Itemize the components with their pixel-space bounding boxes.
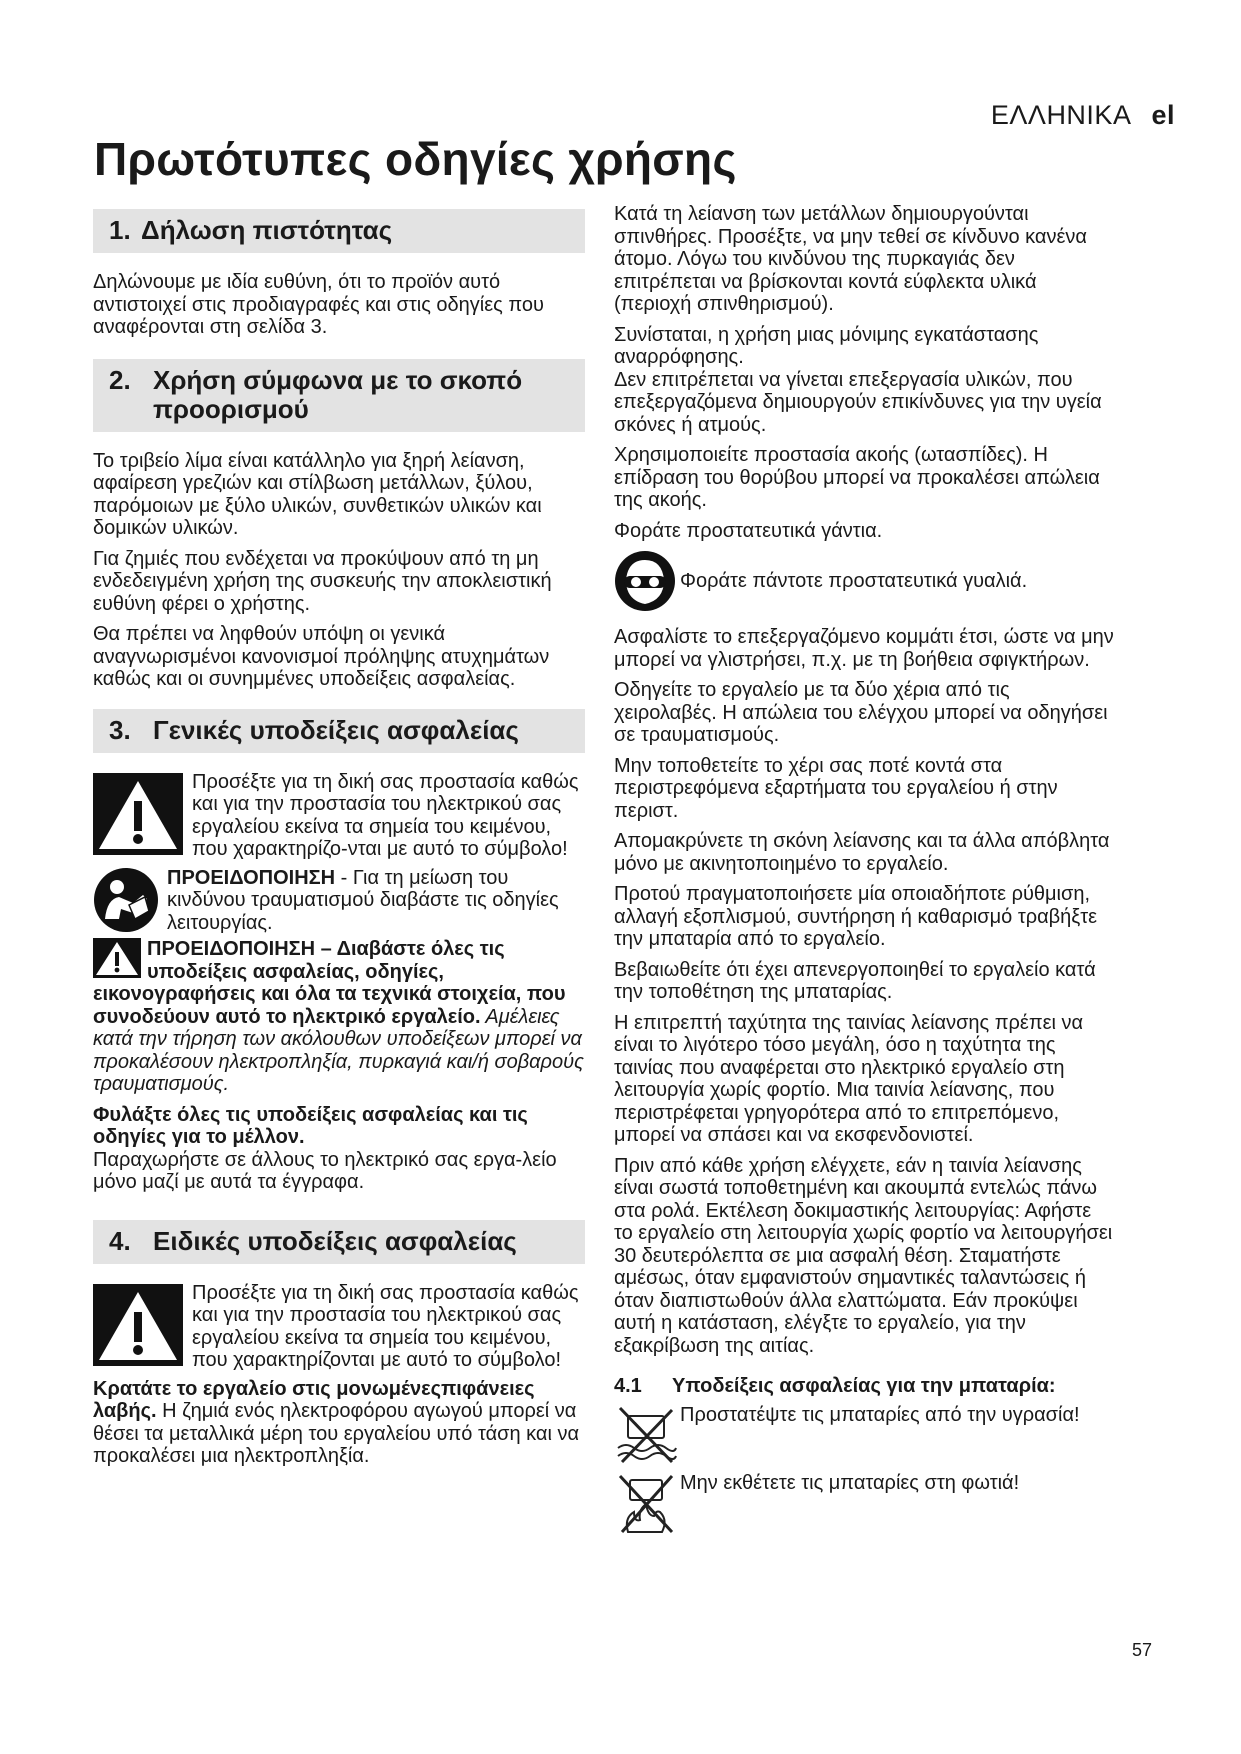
special-warning-text: Προσέξτε για τη δική σας προστασία καθώς και για την προστασία του ηλεκτρικού σας εργαλείου εκείνα τα σημεία του κειμένου, που χαρακτηρίζονται με αυτό το σύμβολο! [192, 1281, 579, 1371]
belt-speed-text: Η επιτρεπτή ταχύτητα της ταινίας λείανσης πρέπει να είναι το λιγότερο τόσο μεγάλη, όσο η ταχύτητα της ταινίας που αναφέρεται στο ηλεκτρικό εργαλείο στη λειτουργία χωρίς φορτίο. Μια ταινία λείανσης, που περιστρέφεται γρηγορότερα από το επιτρεπόμενο, μπορεί να σπάσει και να εκσφενδονιστεί. [614, 1011, 1084, 1146]
liability-text: Για ζημιές που ενδέχεται να προκύψουν από τη μη ενδεδειγμένη χρήση της συσκευής την αποκλειστική ευθύνη φέρει ο χρήστης. [93, 547, 552, 615]
small-warning-triangle-icon [93, 938, 141, 978]
intended-use-text: Το τριβείο λίμα είναι κατάλληλο για ξηρή λείανση, αφαίρεση γρεζιών και στίλβωση μετάλλων, ξύλου, παρόμοιων με ξύλο υλικών, συνθετικών υλικών και δομικών υλικών. [93, 449, 542, 539]
remove-battery-text: Προτού πραγματοποιήσετε μία οποιαδήποτε ρύθμιση, αλλαγή εξοπλισμού, συντήρηση ή καθαρισμό τραβήξτε την μπαταρία από το εργαλείο. [614, 883, 1098, 950]
no-moisture-icon [614, 1404, 678, 1468]
read-all-warning-block: ΠΡΟΕΙΔΟΠΟΙΗΣΗ – Διαβάστε όλες τις υποδείξεις ασφαλείας, οδηγίες, εικονογραφήσεις και όλα τα τεχνικά στοιχεία, που συνοδεύουν αυτό το ηλεκτρικό εργαλείο. Αμέλειες κατά την τήρηση των ακόλουθων υποδείξεων μπορεί να προκαλέσουν ηλεκτροπληξία, πυρκαγιά και/ή σοβαρούς τραυματισμούς. [93, 938, 584, 1095]
section-2-heading: 2. Χρήση σύμφωνα με το σκοπό προορισμού [93, 359, 585, 432]
page-title: Πρωτότυπες οδηγίες χρήσης [94, 133, 737, 185]
declaration-text: Δηλώνουμε με ιδία ευθύνη, ότι το προϊόν αυτό αντιστοιχεί στις προδιαγραφές και στις οδηγίες που αναφέρονται στη σελίδα 3. [93, 271, 544, 338]
extraction-text: Συνίσταται, η χρήση μιας μόνιμης εγκατάστασης αναρρόφησης. [614, 323, 1039, 368]
safety-goggles-icon [614, 550, 676, 612]
page-number: 57 [1132, 1640, 1153, 1660]
subsection-4-1-heading: 4.1 Υποδείξεις ασφαλείας για την μπαταρία: [614, 1375, 1056, 1397]
battery-moisture-row [614, 1404, 1114, 1468]
warning-triangle-icon [93, 1284, 183, 1366]
dust-removal-text: Απομακρύνετε τη σκόνη λείανσης και τα άλλα απόβλητα μόνο με ακινητοποιημένο το εργαλείο. [614, 830, 1110, 875]
section-1-heading: 1. Δήλωση πιστότητας [93, 209, 585, 253]
left-column [93, 205, 585, 1476]
hazardous-dust-text: Δεν επιτρέπεται να γίνεται επεξεργασία υλικών, που επεξεργαζόμενα δημιουργούν επικίνδυνες για την υγεία σκόνες ή ατμούς. [614, 368, 1102, 436]
regulations-text: Θα πρέπει να ληφθούν υπόψη οι γενικά αναγνωρισμένοι κανονισμοί πρόληψης ατυχημάτων καθώς και οι συνημμένες υποδείξεις ασφαλείας. [93, 623, 550, 690]
section-3-heading: 3. Γενικές υποδείξεις ασφαλείας [93, 709, 585, 753]
gloves-text: Φοράτε προστατευτικά γάντια. [614, 519, 883, 542]
no-fire-icon [614, 1472, 678, 1536]
general-warning-block [93, 771, 585, 861]
special-warning-block [93, 1282, 585, 1372]
right-column [614, 203, 1114, 1540]
hearing-protection-text: Χρησιμοποιείτε προστασία ακοής (ωτασπίδες). Η επίδραση του θορύβου μπορεί να προκαλέσει απώλεια της ακοής. [614, 444, 1100, 511]
hand-position-text: Μην τοποθετείτε το χέρι σας ποτέ κοντά στα περιστρεφόμενα εξαρτήματα του εργαλείου ή στην περιστ. [614, 754, 1058, 822]
battery-fire-text: Μην εκθέτετε τις μπαταρίες στη φωτιά! [680, 1471, 1020, 1494]
warning-triangle-icon [93, 773, 183, 855]
goggles-row [614, 550, 1114, 612]
keep-instructions-text: Παραχωρήστε σε άλλους το ηλεκτρικό σας εργα-λείο μόνο μαζί με αυτά τα έγγραφα. [93, 1148, 557, 1193]
read-manual-text: - Για τη μείωση του κινδύνου τραυματισμού διαβάστε τις οδηγίες λειτουργίας. [167, 866, 559, 934]
insulated-grip-text: Κρατάτε το εργαλείο στις μονωμένεςπιφάνειες λαβής. Η ζημιά ενός ηλεκτροφόρου αγωγού μπορεί να θέσει τα μεταλλικά μέρη του εργαλείου υπό τάση και να προκαλέσει μια ηλεκτροπληξία. [93, 1377, 580, 1467]
secure-workpiece-text: Ασφαλίστε το επεξεργαζόμενο κομμάτι έτσι, ώστε να μην μπορεί να γλιστρήσει, π.χ. με τη βοήθεια σφιγκτήρων. [614, 626, 1114, 671]
two-hands-text: Οδηγείτε το εργαλείο με τα δύο χέρια από τις χειρολαβές. Η απώλεια του ελέγχου μπορεί να οδηγήσει σε τραυματισμούς. [614, 679, 1108, 746]
battery-moisture-text: Προστατέψτε τις μπαταρίες από την υγρασία! [680, 1403, 1080, 1426]
battery-fire-row [614, 1472, 1114, 1536]
language-code: el [1151, 100, 1175, 130]
goggles-text: Φοράτε πάντοτε προστατευτικά γυαλιά. [680, 569, 1028, 592]
keep-instructions-bold: Φυλάξτε όλες τις υποδείξεις ασφαλείας και τις οδηγίες για το μέλλον. [93, 1103, 528, 1148]
read-manual-icon [93, 867, 159, 933]
language-label: ΕΛΛΗΝΙΚΑ el [990, 100, 1175, 130]
test-run-text: Πριν από κάθε χρήση ελέγχετε, εάν η ταινία λείανσης είναι σωστά τοποθετημένη και ακουμπά εντελώς πάνω στα ρολά. Εκτέλεση δοκιμαστικής λειτουργίας: Αφήστε το εργαλείο στη λειτουργία χωρίς φορτίο να λειτουργήσει 30 δευτερόλεπτα σε μια ασφαλή θέση. Σταματήστε αμέσως, όταν εμφανιστούν σημαντικές ταλαντώσεις ή όταν διαπιστωθούν άλλα ελαττώματα. Εάν προκύψει αυτή η κατάσταση, ελέγξτε το εργαλείο, για την εξακρίβωση της αιτίας. [614, 1154, 1113, 1357]
switch-off-text: Βεβαιωθείτε ότι έχει απενεργοποιηθεί το εργαλείο κατά την τοποθέτηση της μπαταρίας. [614, 958, 1096, 1003]
read-manual-block: ΠΡΟΕΙΔΟΠΟΙΗΣΗ - Για τη μείωση του κινδύνου τραυματισμού διαβάστε τις οδηγίες λειτουργίας. [93, 867, 585, 935]
general-warning-text: Προσέξτε για τη δική σας προστασία καθώς και για την προστασία του ηλεκτρικού σας εργαλείου εκείνα τα σημεία του κειμένου, που χαρακτηρίζο-νται με αυτό το σύμβολο! [192, 770, 579, 860]
section-4-heading: 4. Ειδικές υποδείξεις ασφαλείας [93, 1220, 585, 1264]
sparks-text: Κατά τη λείανση των μετάλλων δημιουργούνται σπινθήρες. Προσέξτε, να μην τεθεί σε κίνδυνο κανένα άτομο. Λόγω του κινδύνου της πυρκαγιάς δεν επιτρέπεται να βρίσκονται κοντά εύφλεκτα υλικά (περιοχή σπινθηρισμού). [614, 203, 1087, 315]
